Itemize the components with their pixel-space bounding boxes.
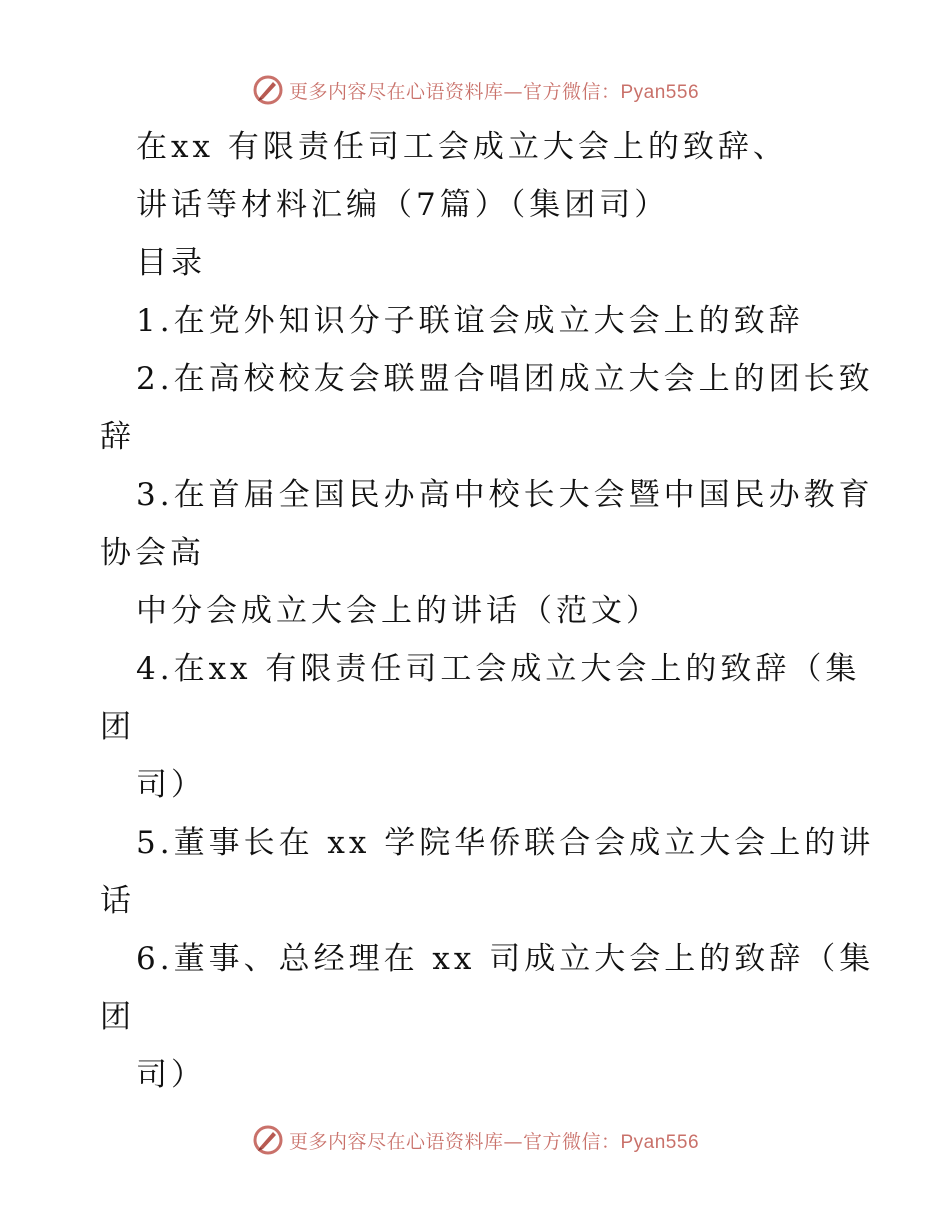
doc-line: 团	[100, 999, 135, 1035]
doc-line: 5.董事长在 xx 学院华侨联合会成立大会上的讲	[136, 825, 875, 861]
doc-line: 团	[100, 709, 135, 745]
pen-logo-icon	[251, 73, 285, 107]
doc-line: 1.在党外知识分子联谊会成立大会上的致辞	[136, 303, 804, 339]
doc-line: 4.在xx 有限责任司工会成立大会上的致辞（集	[136, 651, 861, 687]
doc-line: 话	[100, 883, 135, 919]
doc-line: 司）	[136, 1057, 206, 1093]
doc-line: 司）	[136, 767, 206, 803]
document-body	[100, 118, 875, 1104]
doc-line: 辞	[100, 419, 135, 455]
banner-text: 更多内容尽在心语资料库—官方微信：Pyan556	[288, 80, 700, 103]
doc-line: 讲话等材料汇编（7篇）（集团司）	[136, 187, 670, 223]
footer-banner	[0, 1120, 950, 1160]
doc-line: 3.在首届全国民办高中校长大会暨中国民办教育	[136, 477, 874, 513]
banner-text: 更多内容尽在心语资料库—官方微信：Pyan556	[288, 1130, 700, 1153]
doc-line: 目录	[136, 245, 206, 281]
header-banner	[0, 70, 950, 110]
doc-line: 中分会成立大会上的讲话（范文）	[136, 593, 661, 629]
doc-line: 在xx 有限责任司工会成立大会上的致辞、	[136, 129, 788, 165]
pen-logo-icon	[251, 1123, 285, 1157]
doc-line: 6.董事、总经理在 xx 司成立大会上的致辞（集	[136, 941, 875, 977]
doc-line: 2.在高校校友会联盟合唱团成立大会上的团长致	[136, 361, 874, 397]
doc-line: 协会高	[100, 535, 205, 571]
